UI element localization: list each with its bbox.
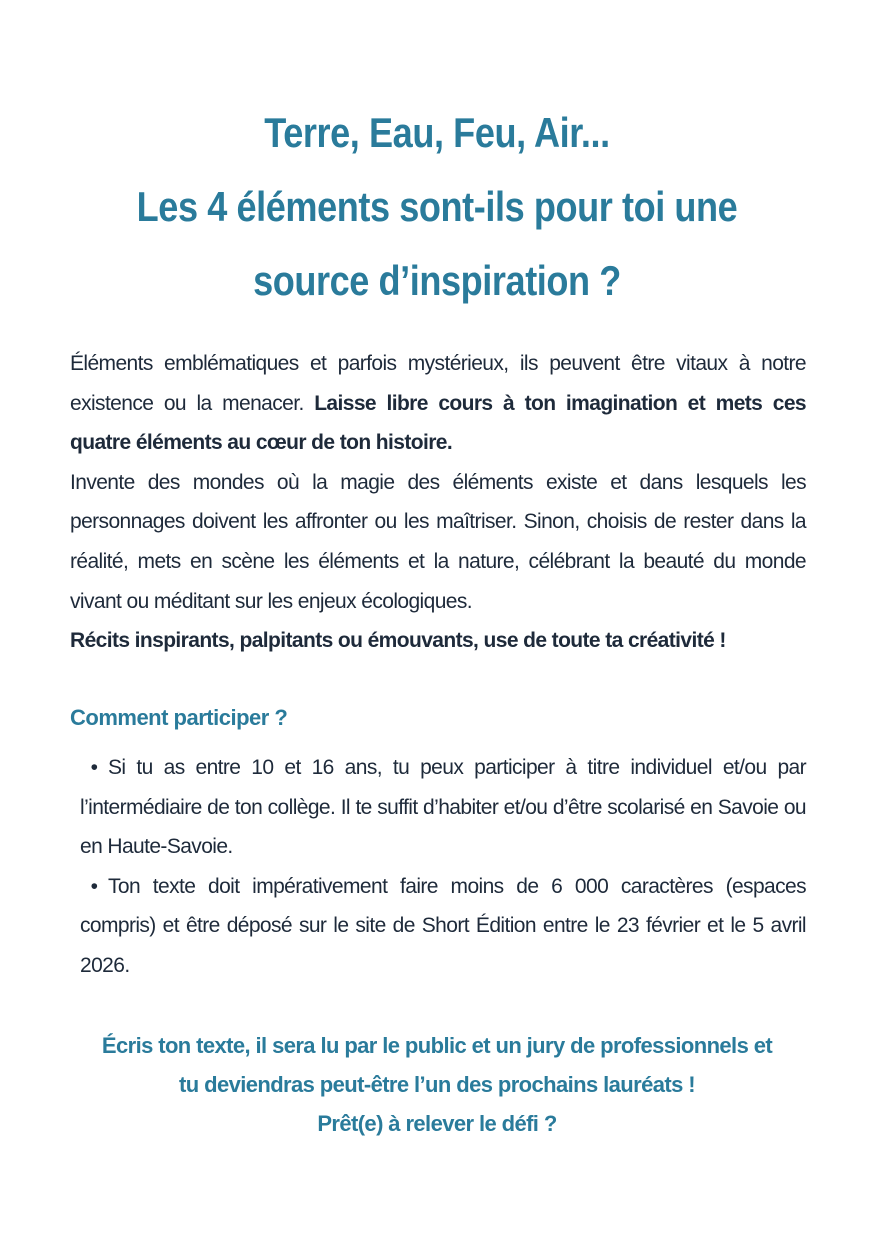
- closing-call-to-action: [40, 1026, 834, 1143]
- intro-paragraph-1-text: Éléments emblématiques et parfois mystérieux, ils peuvent être vitaux à notre existence ou la menacer.: [70, 352, 806, 415]
- page-title: [96, 96, 779, 318]
- list-item: [80, 748, 806, 867]
- title-line-1: Terre, Eau, Feu, Air...: [264, 109, 610, 156]
- participation-heading: Comment participer ?: [70, 705, 288, 730]
- bullet-icon: •: [90, 756, 98, 779]
- intro-paragraph-3: [70, 621, 806, 661]
- title-line-3: source d’inspiration ?: [253, 257, 621, 304]
- closing-line-2: tu deviendras peut-être l’un des prochains lauréats !: [179, 1072, 695, 1097]
- title-line-2: Les 4 éléments sont-ils pour toi une: [136, 183, 738, 230]
- intro-text: [70, 344, 806, 661]
- list-item-text: Si tu as entre 10 et 16 ans, tu peux participer à titre individuel et/ou par l’intermédiaire de ton collège. Il te suffit d’habiter et/ou d’être scolarisé en Savoie ou en Haute-Savoie.: [80, 756, 806, 859]
- intro-paragraph-3-emphasis: Récits inspirants, palpitants ou émouvants, use de toute ta créativité !: [70, 629, 726, 653]
- intro-paragraph-1-emphasis: Laisse libre cours à ton imagination et mets ces quatre éléments au cœur de ton histoire.: [70, 391, 806, 455]
- bullet-icon: •: [90, 874, 98, 898]
- closing-line-3: Prêt(e) à relever le défi ?: [317, 1111, 557, 1136]
- intro-paragraph-2: Invente des mondes où la magie des éléments existe et dans lesquels les personnages doivent les affronter ou les maîtriser. Sinon, choisis de rester dans la réalité, mets en scène les éléments et la nature, célébrant la beauté du monde vivant ou méditant sur les enjeux écologiques.: [70, 470, 806, 613]
- closing-line-1: Écris ton texte, il sera lu par le public et un jury de professionnels et: [101, 1033, 773, 1058]
- intro-paragraph-1: [70, 344, 806, 463]
- list-item-text: Ton texte doit impérativement faire moins de 6 000 caractères (espaces compris) et être déposé sur le site de Short Édition entre le 23 février et le 5 avril 2026.: [80, 874, 806, 977]
- participation-list: [80, 748, 806, 986]
- list-item: [80, 867, 806, 986]
